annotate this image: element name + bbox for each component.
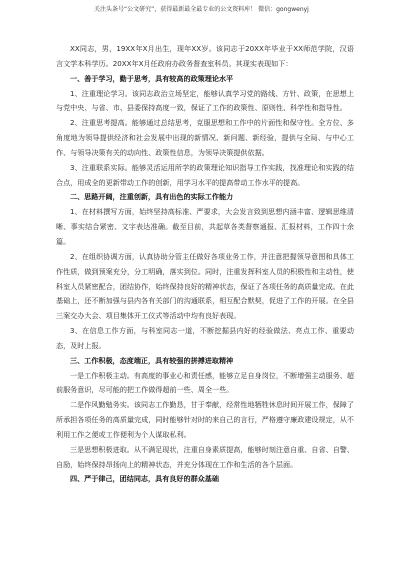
paragraph: 3、在信息工作方面，与科室同志一道，不断挖掘县内好的经验做法、亮点工作、重要动态，及时上报。 [56, 326, 354, 350]
paragraph: 二是作风勤勉务实。该同志工作勤恳，甘于奉献，经常性地牺牲休息时间开展工作，保障了所承担各项任务的高质量完成，同时能够针对时的来自己的言行，严格遵守廉政建设规定，从不利用工作之便或工作便利为个人谋取私利。 [56, 400, 354, 439]
paragraph: 3、注重联系实际。能够灵活运用所学的政策理论知识指导工作实践，找准理论和实践的结合点，用成全的更新带动工作的创新，用学习水平的提高带动工作水平的提高。 [56, 162, 354, 187]
paragraph: 1、在材料撰写方面，始终坚持高标准、严要求，大会发言致到思想内涵丰富、逻辑思维清晰、事实结合紧密、文字表达准确。截至目前，共起草各类督察通报、汇报材料，工作四十余篇。 [56, 207, 354, 246]
section-heading-4: 四、严于律己，团结同志，具有良好的群众基础 [70, 474, 219, 484]
section-heading-3: 三、工作积极，态度端正，具有较强的拼搏进取精神 [70, 355, 234, 365]
paragraph: 2、注重思考提高。能够通过总结思考，克服思想和工作中的片面性和保守性。全方位、多角度地为领导提供经济和社会发展中出现的新情况、新问题、新经验，提供与全局、与中心工作、与领导决策有关的动向性、政策性信息，为领导决策提供依据。 [56, 118, 354, 157]
intro-paragraph: XX同志，男，19XX年X月出生，现年XX岁。该同志于20XX年毕业于XX师范学院，汉语言文学本科学历。20XX年X月任政府办政务督查室科员。其现实表现如下： [56, 44, 354, 68]
promo-header [0, 0, 410, 20]
promo-text: 关注头条号“公文研究”，获得最新最全最专业的公文资料库！ 微信：gongwenyj [94, 6, 309, 13]
section-heading-1: 一、善于学习，勤于思考，具有较高的政策理论水平 [70, 73, 234, 83]
section-heading-2: 二、思路开阔，注重创新，具有出色的实际工作能力 [70, 192, 234, 202]
document-body [56, 42, 354, 487]
paragraph: 三是思想积极进取。从不满足现状，注重自身素质提高，能够时刻注意自重、自省、自警、自励，始终保持昂扬向上的精神状态，并充分体现在工作和生活的各个层面。 [56, 444, 354, 469]
paragraph: 一是工作积极主动。有高度的事业心和责任感，能够立足自身岗位，不断增强主动服务、超前服务意识，尽可能的把工作做得超前一些、周全一些。 [56, 370, 354, 395]
paragraph: 1、注重理论学习。该同志政治立场坚定，能够认真学习党的路线、方针、政策，在思想上与党中央、与省、市、县委保持高度一致，保证了工作的政策性、原则性、科学性和指导性。 [56, 88, 354, 113]
paragraph: 2、在组织协调方面，认真协助分管主任做好各项业务工作，并注意把握领导意图和具体工作性质，做到预案充分，分工明确，落实到位。同时，注重发挥科室人员的积极性和主动性，使科室人员紧密配合，团结协作，始终保持良好的精神状态，保证了各项任务的高质量完成。在此基础上，还不断加强与县内各有关部门的沟通联系，相互配合默契，促进了工作的开展。在全县三案交办大会、项目集体开工仪式等活动中均有良好表现。 [56, 251, 354, 321]
